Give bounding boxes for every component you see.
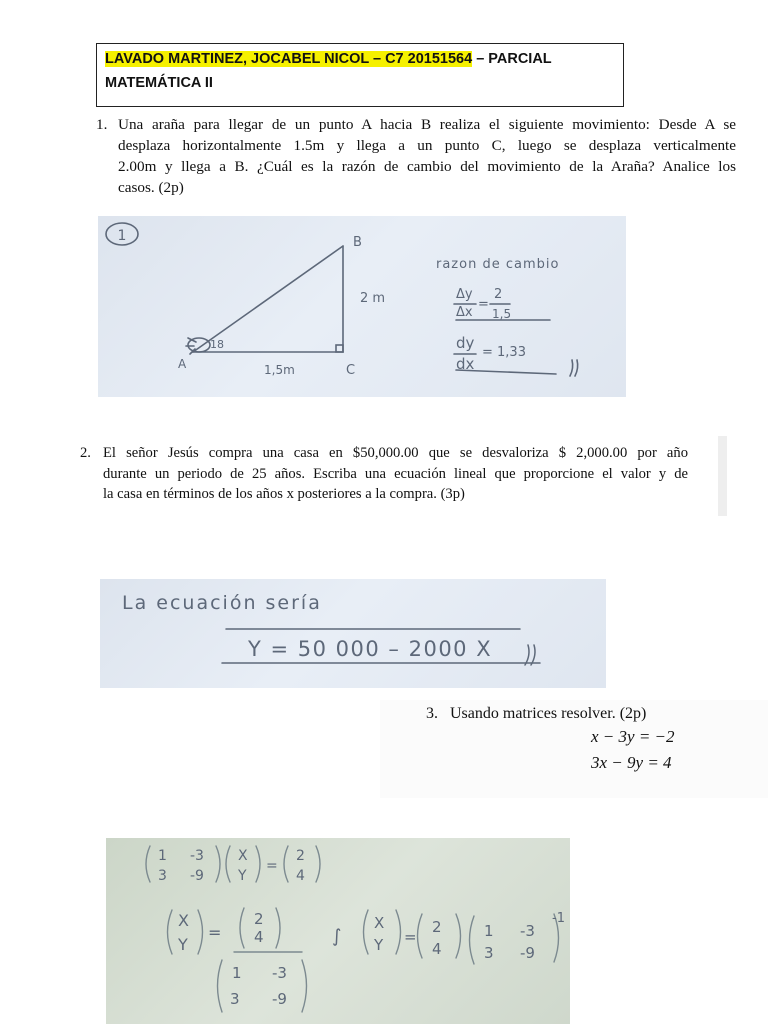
inv-a12: -3	[520, 922, 535, 940]
vector-b2: 4	[296, 868, 305, 884]
angle-label: 18	[210, 338, 224, 351]
problem-1-text	[118, 114, 736, 198]
fraction-a12: -3	[272, 964, 287, 982]
connector-mark: ∫	[332, 926, 342, 947]
circle-label: 1	[117, 228, 127, 244]
scan-edge	[718, 436, 727, 516]
problem-2-line: durante un periodo de 25 años. Escriba una ecuación lineal que proporcione el valor y de	[103, 465, 688, 482]
fraction-b1: 2	[254, 910, 264, 928]
problem-1-line: desplaza horizontalmente 1.5m y llega a un punto C, luego se desplaza verticalmente	[118, 137, 736, 154]
problem-1	[96, 114, 736, 198]
vector-x: X	[238, 848, 248, 864]
vector-y: Y	[238, 868, 247, 884]
problem-2	[80, 443, 688, 505]
inv-a21: 3	[484, 944, 494, 962]
inverse-exponent: -1	[552, 911, 565, 926]
answer-3-photo	[106, 838, 570, 1024]
alt-y: Y	[374, 936, 384, 954]
matrix-a12: -3	[190, 848, 204, 864]
equals-sign: =	[266, 858, 278, 874]
alt-equals: =	[404, 928, 417, 946]
answer-2-equation: Y = 50 000 – 2000 X	[248, 637, 493, 661]
derivative-denominator: dx	[456, 355, 475, 373]
vertex-b-label: B	[353, 235, 362, 250]
problem-1-line: Una araña para llegar de un punto A hacia B realiza el siguiente movimiento: Desde A se	[118, 116, 736, 133]
problem-3-title: Usando matrices resolver. (2p)	[450, 705, 647, 722]
problem-1-line: 2.00m y llega a B. ¿Cuál es la razón de cambio del movimiento de la Araña? Analice los	[118, 158, 736, 175]
svg-text:=: =	[478, 297, 489, 312]
answer-1-photo	[98, 216, 626, 397]
problem-3	[426, 703, 726, 724]
delta-x: Δx	[456, 305, 473, 320]
alt-x: X	[374, 914, 385, 932]
right-angle-mark	[336, 345, 343, 352]
fraction-b2: 4	[254, 928, 264, 946]
fraction-a11: 1	[232, 964, 242, 982]
horizontal-side-label: 1,5m	[264, 363, 295, 377]
equation-1: x − 3y = −2	[591, 727, 675, 746]
solution-equals: =	[208, 923, 222, 942]
problem-1-line: casos. (2p)	[118, 179, 184, 196]
problem-3-number: 3.	[426, 705, 438, 722]
problem-1-number: 1.	[96, 116, 108, 133]
problem-2-number: 2.	[80, 445, 91, 461]
rate-title: razon de cambio	[436, 257, 560, 272]
equation-2: 3x − 9y = 4	[591, 753, 672, 772]
hypotenuse-line	[193, 246, 343, 352]
course-title: MATEMÁTICA II	[105, 75, 213, 91]
answer-2-intro: La ecuación sería	[122, 592, 322, 614]
fraction-a21: 3	[230, 990, 240, 1008]
vertical-side-label: 2 m	[360, 291, 386, 306]
fraction-a22: -9	[272, 990, 287, 1008]
inv-a22: -9	[520, 944, 535, 962]
matrix-a21: 3	[158, 868, 167, 884]
alt-b1: 2	[432, 918, 442, 936]
vertex-c-label: C	[346, 363, 356, 378]
alt-b2: 4	[432, 940, 442, 958]
matrix-a22: -9	[190, 868, 204, 884]
solution-y: Y	[178, 935, 188, 954]
matrix-a11: 1	[158, 848, 167, 864]
rate-numerator: 2	[494, 287, 503, 302]
problem-2-line: El señor Jesús compra una casa en $50,000.00 que se desvaloriza $ 2,000.00 por año	[103, 445, 688, 461]
rate-denominator: 1,5	[492, 307, 512, 321]
rate-result: = 1,33	[482, 345, 526, 360]
inv-a11: 1	[484, 922, 494, 940]
delta-y: Δy	[456, 287, 473, 302]
problem-2-text	[103, 443, 688, 505]
header-box	[96, 43, 624, 107]
exam-label: – PARCIAL	[472, 51, 552, 67]
problem-2-line: la casa en términos de los años x posteriores a la compra. (3p)	[103, 486, 465, 502]
student-name: LAVADO MARTINEZ, JOCABEL NICOL – C7 20151564	[105, 51, 473, 67]
vertex-a-label: A	[178, 357, 187, 371]
solution-x: X	[178, 911, 189, 930]
answer-2-photo	[100, 579, 606, 688]
vector-b1: 2	[296, 848, 305, 864]
header-line-1	[105, 47, 615, 71]
derivative-numerator: dy	[456, 334, 475, 352]
